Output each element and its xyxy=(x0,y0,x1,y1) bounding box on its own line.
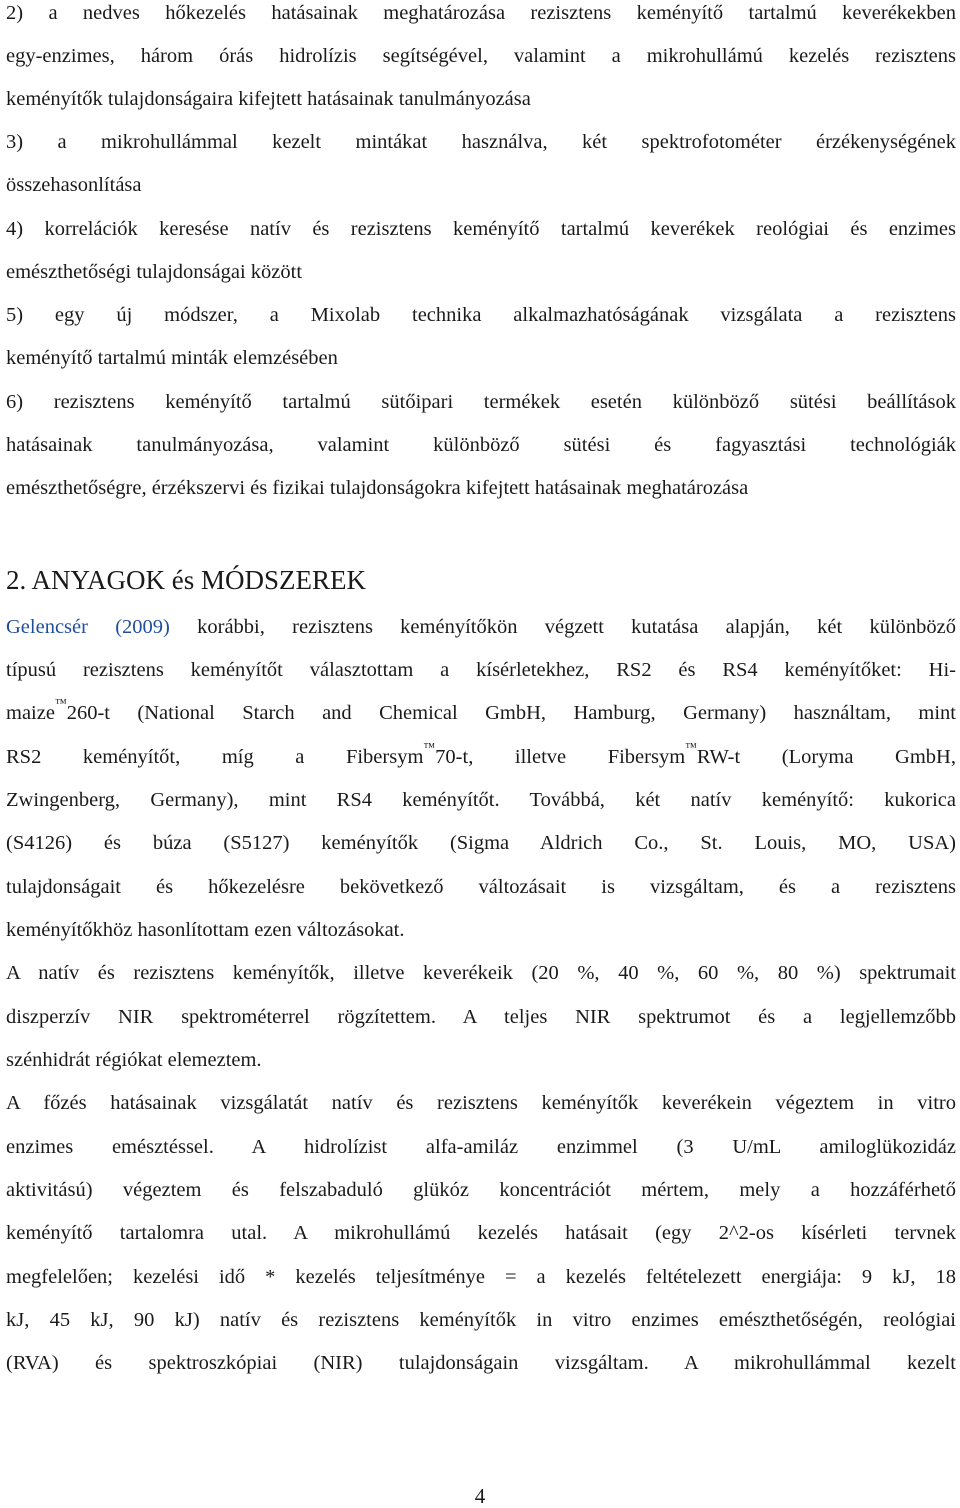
paragraph-line: A főzés hatásainak vizsgálatát natív és rezisztens keményítők keverékein végeztem in vitro xyxy=(6,1092,956,1114)
paragraph-line: Zwingenberg, Germany), mint RS4 keményítőt. Továbbá, két natív keményítő: kukorica xyxy=(6,789,956,811)
paragraph-line: keményítő tartalomra utal. A mikrohullámú kezelés hatásait (egy 2^2-os kísérleti tervnek xyxy=(6,1222,956,1244)
objective-line: 3) a mikrohullámmal kezelt mintákat használva, két spektrofotométer érzékenységének xyxy=(6,131,956,153)
paragraph-line: keményítőkhöz hasonlítottam ezen változásokat. xyxy=(6,919,405,941)
paragraph-line: (S4126) és búza (S5127) keményítők (Sigma Aldrich Co., St. Louis, MO, USA) xyxy=(6,832,956,854)
objective-line: 5) egy új módszer, a Mixolab technika alkalmazhatóságának vizsgálata a rezisztens xyxy=(6,304,956,326)
paragraph-line: megfelelően; kezelési idő * kezelés teljesítménye = a kezelés feltételezett energiája: 9 kJ, 18 xyxy=(6,1266,956,1288)
citation-link[interactable]: Gelencsér (2009) xyxy=(6,616,170,638)
trademark-symbol: ™ xyxy=(54,696,67,710)
text-run: RW-t (Loryma GmbH, xyxy=(696,746,956,768)
paragraph-line xyxy=(6,614,956,640)
paragraph-line xyxy=(6,696,956,728)
text-run: RS2 keményítőt, míg a Fibersym xyxy=(6,746,424,768)
paragraph-line: enzimes emésztéssel. A hidrolízist alfa-amiláz enzimmel (3 U/mL amiloglükozidáz xyxy=(6,1136,956,1158)
paragraph-line: A natív és rezisztens keményítők, illetve keverékeik (20 %, 40 %, 60 %, 80 %) spektrumait xyxy=(6,962,956,984)
section-heading: 2. ANYAGOK és MÓDSZEREK xyxy=(6,565,367,595)
objective-line: keményítők tulajdonságaira kifejtett hatásainak tanulmányozása xyxy=(6,88,531,110)
text-run: korábbi, rezisztens keményítőkön végzett kutatása alapján, két különböző xyxy=(169,616,956,638)
paragraph-line: szénhidrát régiókat elemeztem. xyxy=(6,1049,262,1071)
objective-line: 2) a nedves hőkezelés hatásainak meghatározása rezisztens keményítő tartalmú keverékekben xyxy=(6,2,956,24)
paragraph-line: kJ, 45 kJ, 90 kJ) natív és rezisztens keményítők in vitro enzimes emészthetőségén, reológiai xyxy=(6,1309,956,1331)
text-run: maize xyxy=(6,702,55,724)
page-number: 4 xyxy=(474,1484,486,1508)
objective-line: 6) rezisztens keményítő tartalmú sütőipari termékek esetén különböző sütési beállítások xyxy=(6,391,956,413)
paragraph-line: tulajdonságait és hőkezelésre bekövetkező változásait is vizsgáltam, és a rezisztens xyxy=(6,876,956,898)
objective-line: hatásainak tanulmányozása, valamint különböző sütési és fagyasztási technológiák xyxy=(6,434,956,456)
paragraph-line: diszperzív NIR spektrométerrel rögzítettem. A teljes NIR spektrumot és a legjellemzőbb xyxy=(6,1006,956,1028)
objective-line: 4) korrelációk keresése natív és rezisztens keményítő tartalmú keverékek reológiai és enzimes xyxy=(6,218,956,240)
text-run: 260-t (National Starch and Chemical GmbH, Hamburg, Germany) használtam, mint xyxy=(66,702,956,724)
objective-line: emészthetőségi tulajdonságai között xyxy=(6,261,303,283)
objective-line: egy-enzimes, három órás hidrolízis segítségével, valamint a mikrohullámú kezelés rezisztens xyxy=(6,45,956,67)
paragraph-line: (RVA) és spektroszkópiai (NIR) tulajdonságain vizsgáltam. A mikrohullámmal kezelt xyxy=(6,1352,956,1374)
trademark-symbol: ™ xyxy=(685,740,697,754)
objective-line: emészthetőségre, érzékszervi és fizikai tulajdonságokra kifejtett hatásainak meghatározása xyxy=(6,477,749,499)
text-run: 70-t, illetve Fibersym xyxy=(435,746,686,768)
paragraph-line: aktivitású) végeztem és felszabaduló glükóz koncentrációt mértem, mely a hozzáférhető xyxy=(6,1179,956,1201)
objective-line: összehasonlítása xyxy=(6,174,142,196)
trademark-symbol: ™ xyxy=(423,740,436,754)
paragraph-line xyxy=(6,740,956,772)
objective-line: keményítő tartalmú minták elemzésében xyxy=(6,347,338,369)
paragraph-line: típusú rezisztens keményítőt választottam a kísérletekhez, RS2 és RS4 keményítőket: Hi- xyxy=(6,659,956,681)
